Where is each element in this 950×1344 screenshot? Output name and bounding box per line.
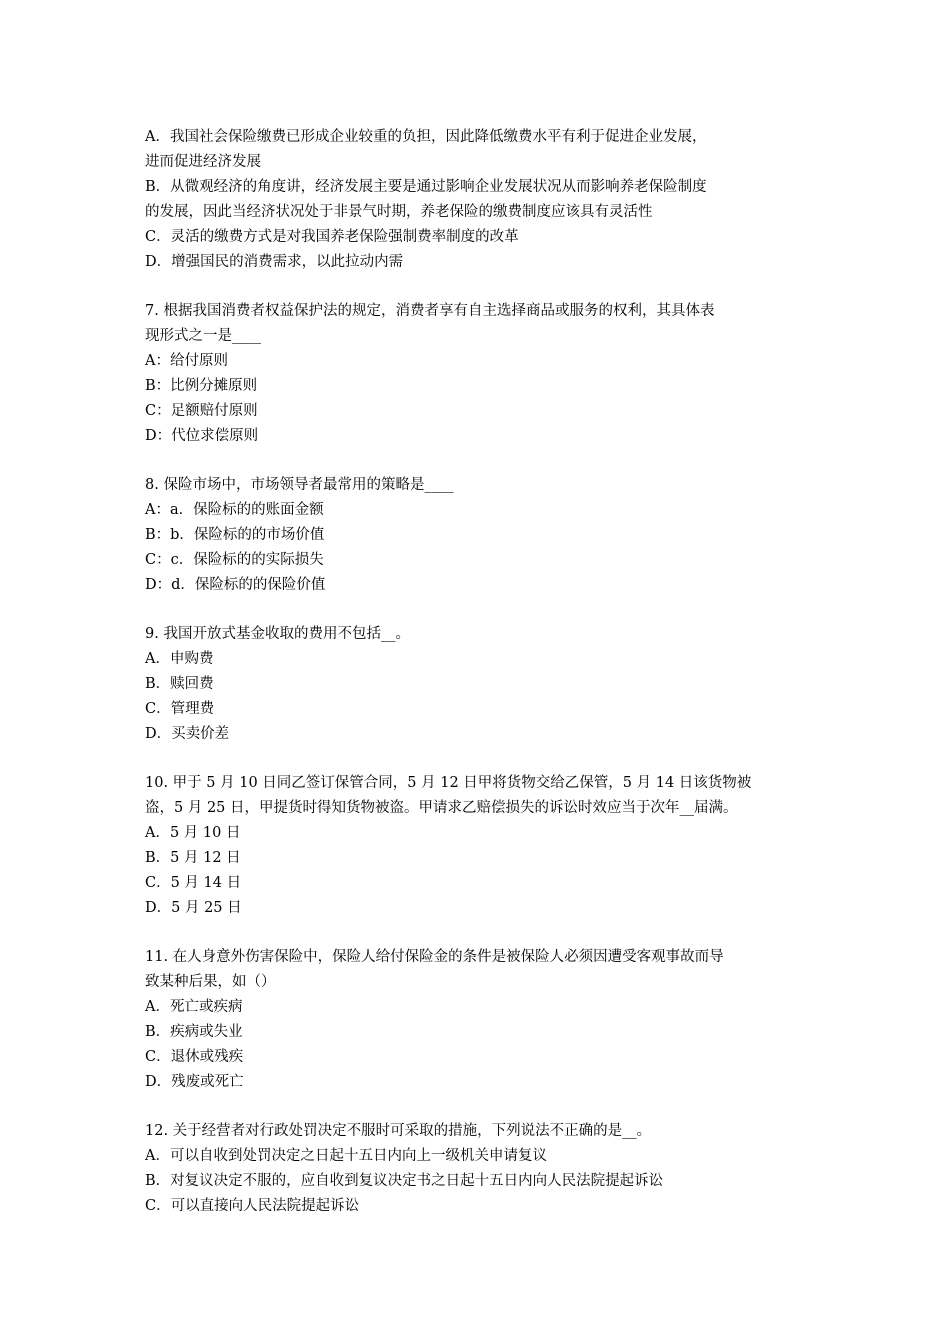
text-line: B．对复议决定不服的，应自收到复议决定书之日起十五日内向人民法院提起诉讼 xyxy=(145,1173,664,1189)
block-spacer xyxy=(145,747,815,771)
text-line: 8. 保险市场中，市场领导者最常用的策略是____ xyxy=(145,477,454,493)
text-line: D．5 月 25 日 xyxy=(145,900,242,916)
text-line: B．赎回费 xyxy=(145,676,214,692)
document-body xyxy=(145,125,815,1219)
text-line: B．5 月 12 日 xyxy=(145,850,241,866)
text-line: C．退休或残疾 xyxy=(145,1049,244,1065)
text-line: D．买卖价差 xyxy=(145,726,230,742)
text-line: A．5 月 10 日 xyxy=(145,825,241,841)
question-block xyxy=(145,771,815,921)
question-block xyxy=(145,473,815,598)
text-line: 11. 在人身意外伤害保险中，保险人给付保险金的条件是被保险人必须因遭受客观事故而导 xyxy=(145,949,724,965)
text-line: 7. 根据我国消费者权益保护法的规定，消费者享有自主选择商品或服务的权利，其具体表 xyxy=(145,303,715,319)
text-line: C．灵活的缴费方式是对我国养老保险强制费率制度的改革 xyxy=(145,229,519,245)
text-line: B：比例分摊原则 xyxy=(145,378,258,394)
block-spacer xyxy=(145,275,815,299)
text-line: A．申购费 xyxy=(145,651,214,667)
text-line: 10. 甲于 5 月 10 日同乙签订保管合同，5 月 12 日甲将货物交给乙保管，5 月 14 日该货物被 xyxy=(145,775,752,791)
text-line: D．增强国民的消费需求，以此拉动内需 xyxy=(145,254,404,270)
question-block xyxy=(145,1119,815,1219)
block-spacer xyxy=(145,449,815,473)
text-line: 9. 我国开放式基金收取的费用不包括__。 xyxy=(145,626,410,642)
text-line: A．我国社会保险缴费已形成企业较重的负担，因此降低缴费水平有利于促进企业发展， xyxy=(145,129,707,145)
text-line: B．疾病或失业 xyxy=(145,1024,243,1040)
block-spacer xyxy=(145,921,815,945)
text-line: 12. 关于经营者对行政处罚决定不服时可采取的措施，下列说法不正确的是__。 xyxy=(145,1123,652,1139)
text-line: B：b．保险标的的市场价值 xyxy=(145,527,325,543)
text-line: D．残废或死亡 xyxy=(145,1074,244,1090)
text-line: A．死亡或疾病 xyxy=(145,999,243,1015)
text-line: 盗，5 月 25 日，甲提货时得知货物被盗。甲请求乙赔偿损失的诉讼时效应当于次年__届满。 xyxy=(145,800,738,816)
text-line: A．可以自收到处罚决定之日起十五日内向上一级机关申请复议 xyxy=(145,1148,547,1164)
question-block xyxy=(145,299,815,449)
question-block xyxy=(145,945,815,1095)
text-line: 的发展，因此当经济状况处于非景气时期，养老保险的缴费制度应该具有灵活性 xyxy=(145,204,653,220)
text-line: 进而促进经济发展 xyxy=(145,154,261,170)
text-line: C．管理费 xyxy=(145,701,215,717)
text-line: C：足额赔付原则 xyxy=(145,403,258,419)
text-line: C．可以直接向人民法院提起诉讼 xyxy=(145,1198,360,1214)
block-spacer xyxy=(145,598,815,622)
text-line: C：c．保险标的的实际损失 xyxy=(145,552,324,568)
text-line: D：d．保险标的的保险价值 xyxy=(145,577,326,593)
question-block xyxy=(145,622,815,747)
text-line: D：代位求偿原则 xyxy=(145,428,259,444)
text-line: 致某种后果，如（） xyxy=(145,974,276,990)
text-line: A：给付原则 xyxy=(145,353,228,369)
question-block xyxy=(145,125,815,275)
text-line: B．从微观经济的角度讲，经济发展主要是通过影响企业发展状况从而影响养老保险制度 xyxy=(145,179,707,195)
text-line: C．5 月 14 日 xyxy=(145,875,242,891)
block-spacer xyxy=(145,1095,815,1119)
text-line: 现形式之一是____ xyxy=(145,328,261,344)
text-line: A：a．保险标的的账面金额 xyxy=(145,502,324,518)
